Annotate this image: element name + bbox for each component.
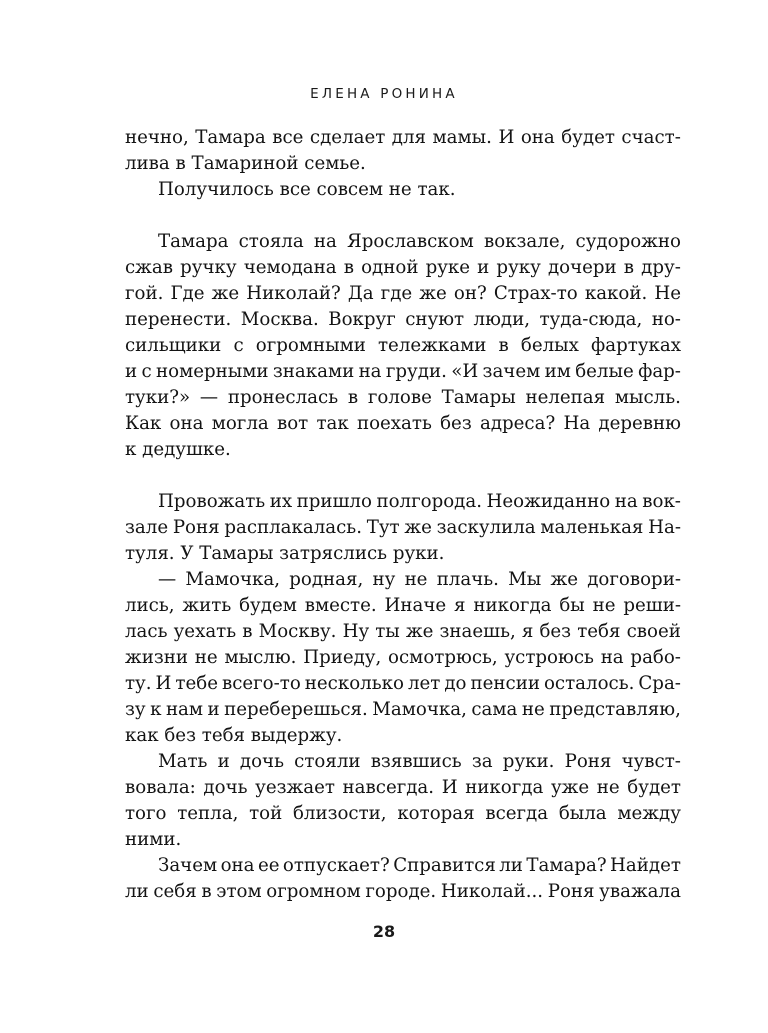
text-line: лась уехать в Москву. Ну ты же знаешь, я без тебя своей	[125, 621, 681, 642]
text-line: ними.	[125, 829, 182, 850]
text-line: Провожать их пришло полгорода. Неожиданно на вок-	[158, 491, 681, 512]
text-line: — Мамочка, родная, ну не плачь. Мы же договори-	[158, 569, 681, 590]
text-line: нечно, Тамара все сделает для мамы. И она будет счаст-	[125, 127, 681, 148]
text-line: и с номерными знаками на груди. «И зачем им белые фар-	[125, 361, 681, 382]
text-line: как без тебя выдержу.	[125, 725, 343, 746]
text-line: сжав ручку чемодана в одной руке и руку дочери в дру-	[125, 257, 681, 278]
text-line: к дедушке.	[125, 439, 231, 460]
text-line: Тамара стояла на Ярославском вокзале, судорожно	[158, 231, 681, 252]
page-number: 28	[372, 922, 396, 941]
text-line: гой. Где же Николай? Да где же он? Страх-то какой. Не	[125, 283, 681, 304]
text-line: перенести. Москва. Вокруг снуют люди, туда-сюда, но-	[125, 309, 681, 330]
text-line: Получилось все совсем не так.	[158, 179, 456, 200]
blank-line	[125, 203, 681, 229]
text-line: Мать и дочь стояли взявшись за руки. Роня чувст-	[158, 751, 681, 772]
running-header-author: ЕЛЕНА РОНИНА	[310, 86, 458, 102]
text-line: зу к нам и переберешься. Мамочка, сама не представляю,	[125, 699, 681, 720]
text-line: вовала: дочь уезжает навсегда. И никогда уже не будет	[125, 777, 681, 798]
text-line: Как она могла вот так поехать без адреса? На деревню	[125, 413, 681, 434]
text-line: туки?» — пронеслась в голове Тамары нелепая мысль.	[125, 387, 681, 408]
body-text	[125, 125, 681, 905]
text-line: туля. У Тамары затряслись руки.	[125, 543, 445, 564]
text-line: того тепла, той близости, которая всегда была между	[125, 803, 681, 824]
text-line: ли себя в этом огромном городе. Николай... Роня уважала	[125, 881, 681, 902]
text-line: лись, жить будем вместе. Иначе я никогда бы не реши-	[125, 595, 681, 616]
text-line: лива в Тамариной семье.	[125, 153, 366, 174]
text-line: ту. И тебе всего-то несколько лет до пенсии осталось. Сра-	[125, 673, 681, 694]
text-line: зале Роня расплакалась. Тут же заскулила маленькая На-	[125, 517, 681, 538]
text-line: жизни не мыслю. Приеду, осмотрюсь, устроюсь на рабо-	[125, 647, 681, 668]
text-line: Зачем она ее отпускает? Справится ли Тамара? Найдет	[158, 855, 681, 876]
blank-line	[125, 463, 681, 489]
text-line: сильщики с огромными тележками в белых фартуках	[125, 335, 681, 356]
